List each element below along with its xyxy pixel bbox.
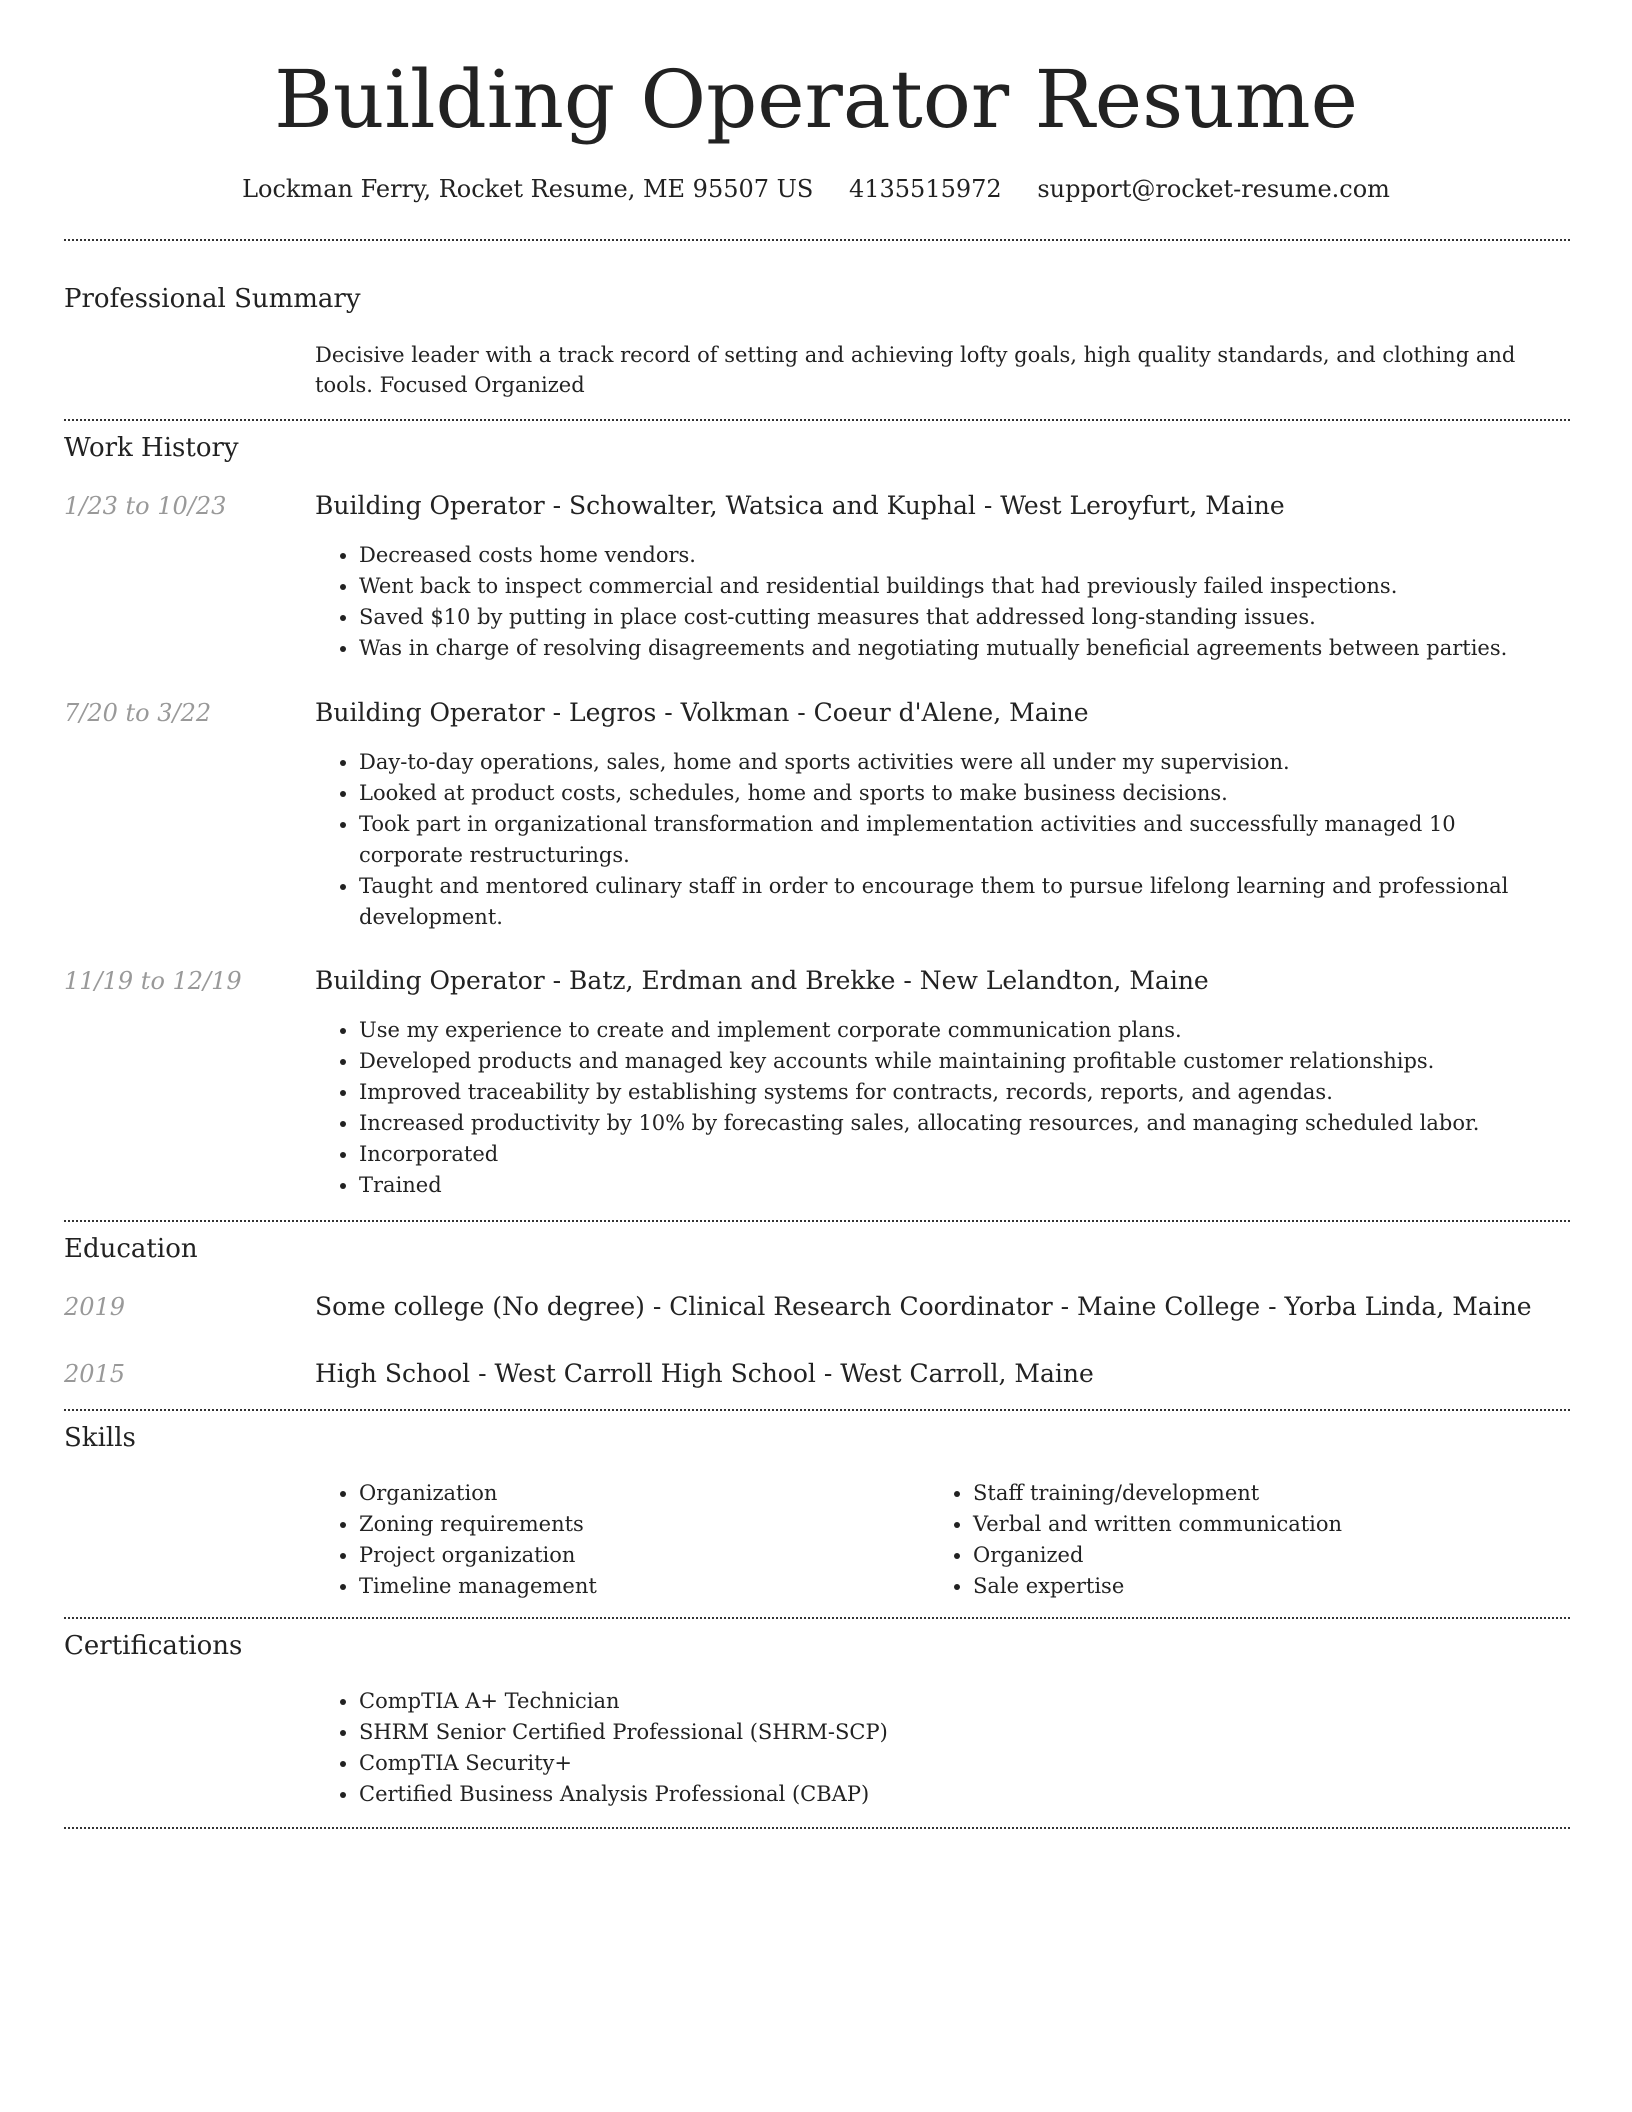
- list-item: • Staff training/development: [973, 1478, 1529, 1509]
- contact-email: support@rocket-resume.com: [1037, 175, 1390, 203]
- certifications-list: [315, 1686, 1555, 1810]
- section-heading-summary: Professional Summary: [64, 284, 361, 314]
- job-bullets: [315, 540, 1555, 664]
- list-item: • Use my experience to create and implement corporate communication plans.: [359, 1015, 1555, 1046]
- list-item: • Organization: [359, 1478, 915, 1509]
- list-item: • SHRM Senior Certified Professional (SHRM-SCP): [359, 1717, 1555, 1748]
- list-item: • Decreased costs home vendors.: [359, 540, 1555, 571]
- list-item: • Certified Business Analysis Professional (CBAP): [359, 1779, 1555, 1810]
- list-item: • CompTIA A+ Technician: [359, 1686, 1555, 1717]
- summary-text: Decisive leader with a track record of setting and achieving lofty goals, high quality standards, and clothing and tools. Focused Organized: [315, 343, 1516, 397]
- education-year: 2015: [64, 1360, 126, 1388]
- list-item: • Went back to inspect commercial and residential buildings that had previously failed inspections.: [359, 571, 1555, 602]
- section-heading-education: Education: [64, 1234, 198, 1264]
- resume-title: Building Operator Resume: [274, 53, 1358, 146]
- list-item: • Incorporated: [359, 1139, 1555, 1170]
- list-item: • Took part in organizational transformation and implementation activities and successfully managed 10 corporate restructurings.: [359, 809, 1555, 871]
- job-bullets: [315, 1015, 1555, 1201]
- list-item: • CompTIA Security+: [359, 1748, 1555, 1779]
- job-dates: 1/23 to 10/23: [64, 492, 227, 520]
- section-heading-work: Work History: [64, 433, 239, 463]
- job-title: Building Operator - Batz, Erdman and Brekke - New Lelandton, Maine: [315, 966, 1209, 995]
- job-dates: 11/19 to 12/19: [64, 967, 242, 995]
- education-year: 2019: [64, 1293, 126, 1321]
- job-dates: 7/20 to 3/22: [64, 699, 212, 727]
- divider: [64, 1827, 1570, 1829]
- divider: [64, 1409, 1570, 1411]
- list-item: • Looked at product costs, schedules, home and sports to make business decisions.: [359, 778, 1555, 809]
- job-bullets: [315, 747, 1555, 933]
- contact-phone: 4135515972: [848, 175, 1002, 203]
- job-title: Building Operator - Schowalter, Watsica and Kuphal - West Leroyfurt, Maine: [315, 491, 1285, 520]
- list-item: • Trained: [359, 1170, 1555, 1201]
- list-item: • Day-to-day operations, sales, home and sports activities were all under my supervision.: [359, 747, 1555, 778]
- divider: [64, 419, 1570, 421]
- divider: [64, 1617, 1570, 1619]
- list-item: • Improved traceability by establishing systems for contracts, records, reports, and agendas.: [359, 1077, 1555, 1108]
- skills-list-right: [929, 1478, 1529, 1602]
- contact-line: [0, 172, 1632, 206]
- list-item: • Timeline management: [359, 1571, 915, 1602]
- list-item: • Developed products and managed key accounts while maintaining profitable customer relationships.: [359, 1046, 1555, 1077]
- divider: [64, 239, 1570, 241]
- section-heading-skills: Skills: [64, 1423, 136, 1453]
- contact-address: Lockman Ferry, Rocket Resume, ME 95507 US: [242, 175, 814, 203]
- list-item: • Project organization: [359, 1540, 915, 1571]
- education-entry: Some college (No degree) - Clinical Research Coordinator - Maine College - Yorba Linda, Maine: [315, 1292, 1532, 1321]
- list-item: • Verbal and written communication: [973, 1509, 1529, 1540]
- list-item: • Saved $10 by putting in place cost-cutting measures that addressed long-standing issues.: [359, 602, 1555, 633]
- list-item: • Zoning requirements: [359, 1509, 915, 1540]
- list-item: • Sale expertise: [973, 1571, 1529, 1602]
- job-title: Building Operator - Legros - Volkman - Coeur d'Alene, Maine: [315, 698, 1089, 727]
- list-item: • Was in charge of resolving disagreements and negotiating mutually beneficial agreements between parties.: [359, 633, 1555, 664]
- list-item: • Increased productivity by 10% by forecasting sales, allocating resources, and managing scheduled labor.: [359, 1108, 1555, 1139]
- divider: [64, 1220, 1570, 1222]
- list-item: • Organized: [973, 1540, 1529, 1571]
- education-entry: High School - West Carroll High School - West Carroll, Maine: [315, 1359, 1094, 1388]
- section-heading-certifications: Certifications: [64, 1631, 243, 1661]
- skills-list-left: [315, 1478, 915, 1602]
- list-item: • Taught and mentored culinary staff in order to encourage them to pursue lifelong learning and professional development.: [359, 871, 1555, 933]
